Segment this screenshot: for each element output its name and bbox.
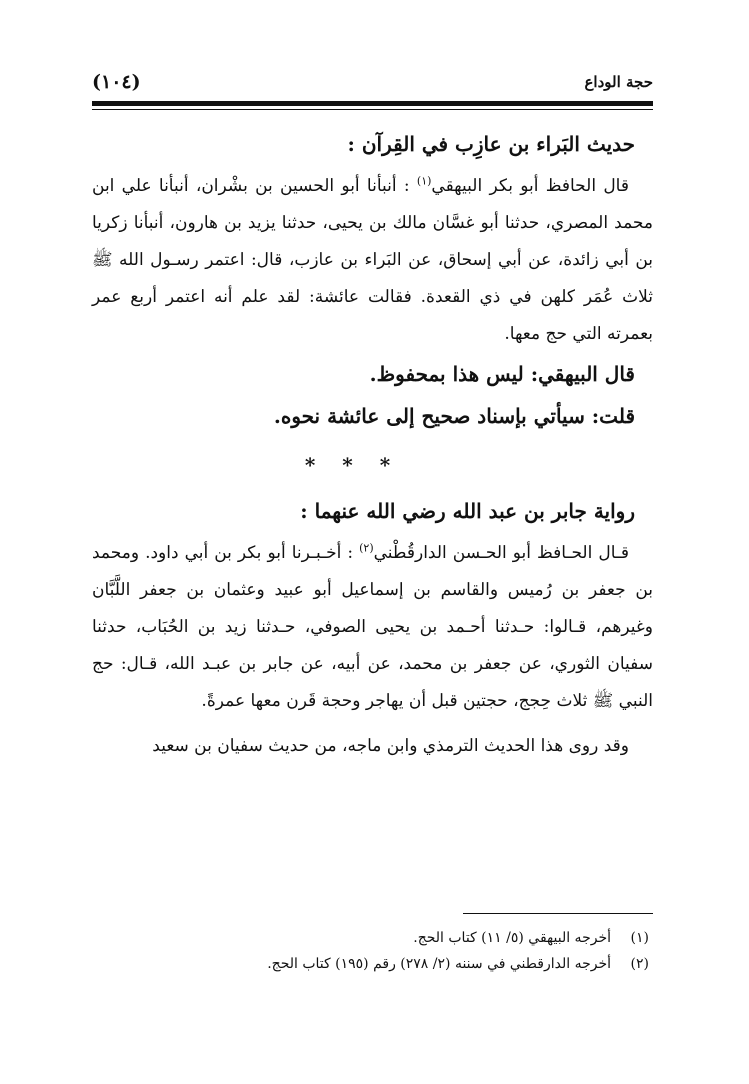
- page-number: (١٠٤): [92, 71, 141, 93]
- header-rule-thin: [92, 109, 653, 110]
- author-note: قلت: سيأتي بإسناد صحيح إلى عائشة نحوه.: [273, 404, 635, 428]
- running-title: حجة الوداع: [584, 73, 653, 91]
- paragraph-daraqutni-rest: : أخـبـرنا أبو بكر بن أبي داود. ومحمد بن جعفر بن رُميس والقاسم بن إسماعيل أبو عبيد وعثمان بن جعفر اللَّبَّان وغيرهم، قـالوا: حـدثنا أحـمد بن يحيى الصوفي، حـدثنا زيد بن الحُبَاب، حدثنا سفيان الثوري، عن جعفر بن محمد، عن أبيه، عن جابر بن عبـد الله، قـال: حج النبي ﷺ ثلاث حِجج، حجتين قبل أن يهاجر وحجة قَرن معها عمرةً.: [92, 543, 653, 711]
- paragraph-tirmidhi: وقد روى هذا الحديث الترمذي وابن ماجه، من حديث سفيان بن سعيد: [152, 736, 629, 756]
- footnote-1: [92, 925, 649, 951]
- footnote-rule: [463, 913, 653, 914]
- footnote-1-text: أخرجه البيهقي (٥/ ١١) كتاب الحج.: [413, 930, 611, 946]
- bayhaqi-verdict: قال البيهقي: ليس هذا بمحفوظ.: [369, 362, 635, 386]
- paragraph-daraqutni: [92, 535, 653, 720]
- paragraph-bayhaqi-start: قال الحافظ أبو بكر البيهقي: [431, 176, 629, 196]
- section-heading-jabir: رواية جابر بن عبد الله رضي الله عنهما :: [300, 499, 635, 523]
- footnote-2-text: أخرجه الدارقطني في سننه (٢/ ٢٧٨) رقم (١٩٥) كتاب الحج.: [267, 956, 611, 972]
- paragraph-daraqutni-start: قـال الحـافظ أبو الحـسن الدارقُطْني: [373, 543, 629, 563]
- footnote-ref-2: (٢): [359, 541, 374, 555]
- running-header: [92, 66, 653, 98]
- header-rule-thick: [92, 101, 653, 106]
- section-heading-bara: حديث البَراء بن عازِب في القِرآن :: [347, 132, 635, 156]
- paragraph-bayhaqi: [92, 168, 653, 353]
- section-separator: * * *: [304, 453, 401, 477]
- paragraph-bayhaqi-rest: : أنبأنا أبو الحسين بن بشْران، أنبأنا علي ابن محمد المصري، حدثنا أبو غسَّان مالك بن يحيى، حدثنا يزيد بن هارون، أنبأنا زكريا بن أبي زائدة، عن أبي إسحاق، عن البَراء بن عازب، قال: اعتمر رسـول الله ﷺ ثلاث عُمَر كلهن في ذي القعدة. فقالت عائشة: لقد علم أنه اعتمر أربع عمر بعمرته التي حج معها.: [92, 176, 653, 344]
- footnotes: [92, 925, 649, 977]
- main-text: [92, 118, 653, 765]
- footnote-ref-1: (١): [416, 174, 432, 188]
- footnote-2: [92, 951, 649, 977]
- footnote-2-number: (٢): [630, 956, 649, 972]
- footnote-1-number: (١): [630, 930, 649, 946]
